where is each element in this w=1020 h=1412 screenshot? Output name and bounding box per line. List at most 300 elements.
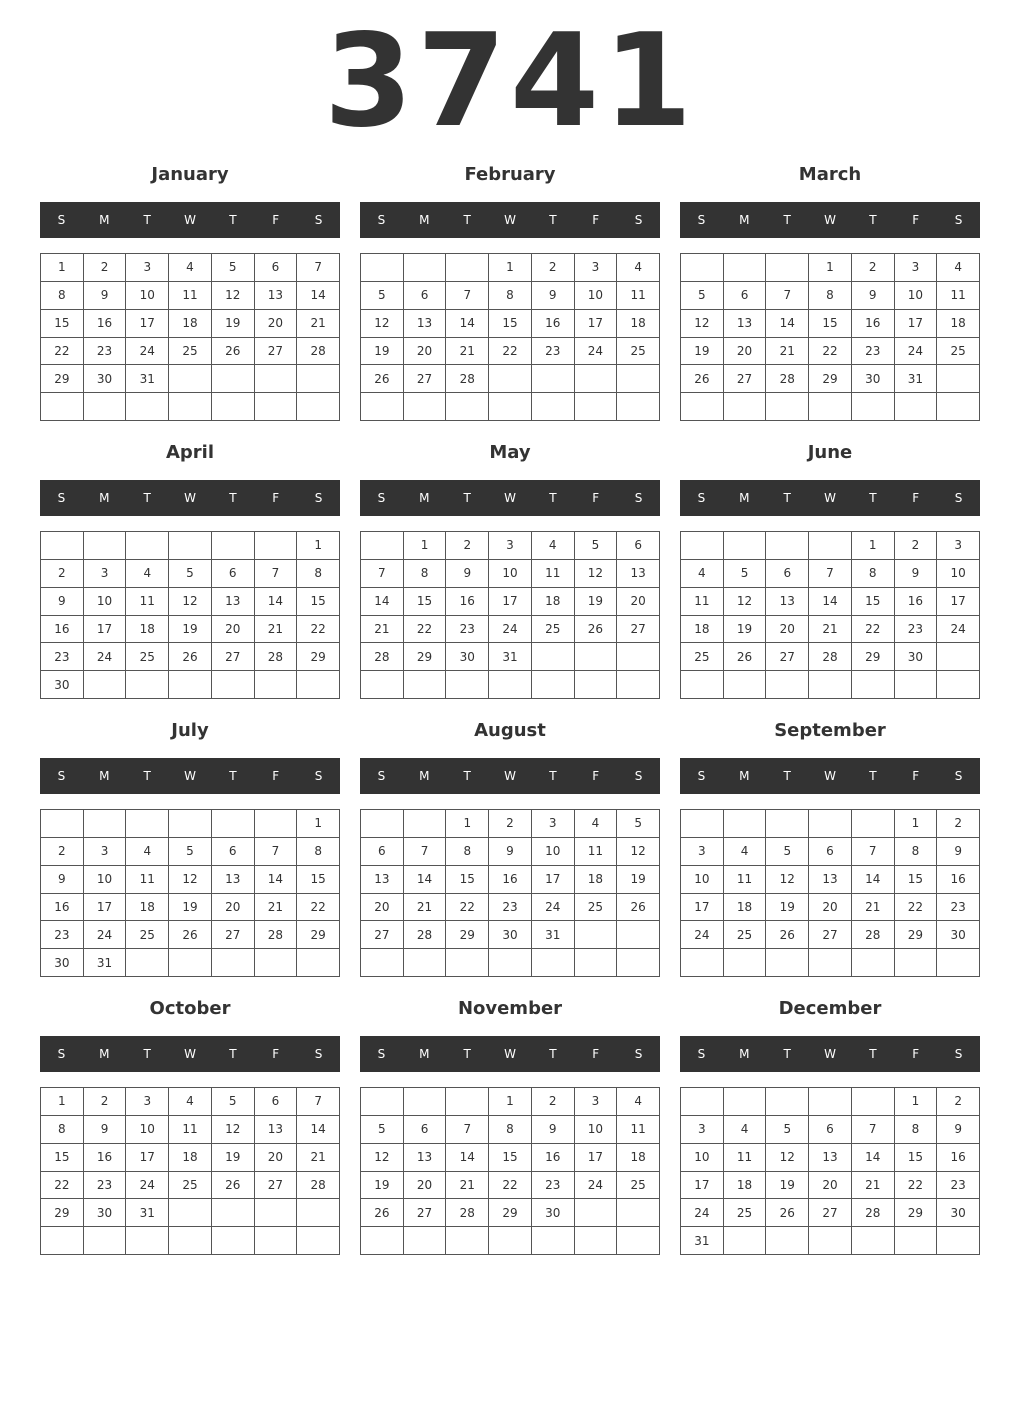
day-grid [360,531,660,699]
weekday-label: T [143,1047,151,1061]
empty-day-cell [297,1199,340,1227]
day-cell: 8 [489,1116,532,1144]
day-cell: 18 [169,310,212,338]
empty-day-cell [41,1227,84,1255]
empty-day-cell [766,671,809,699]
day-cell: 5 [575,532,618,560]
empty-day-cell [489,393,532,421]
weekday-label: M [739,213,750,227]
day-cell: 5 [361,1116,404,1144]
day-cell: 31 [84,949,127,977]
empty-day-cell [404,254,447,282]
day-cell: 11 [617,1116,660,1144]
day-cell: 18 [532,588,575,616]
day-cell: 5 [766,1116,809,1144]
weekday-label: F [592,213,600,227]
weekday-label: S [954,769,963,783]
day-cell: 14 [255,588,298,616]
day-grid [680,1087,980,1255]
day-cell: 7 [809,560,852,588]
day-cell: 15 [489,310,532,338]
weekday-label: M [419,769,430,783]
empty-day-cell [255,1199,298,1227]
empty-day-cell [937,1227,980,1255]
weekday-label: S [57,213,66,227]
day-cell: 31 [126,365,169,393]
weekday-header [680,480,980,516]
empty-day-cell [532,1227,575,1255]
weekday-header [40,480,340,516]
day-cell: 16 [41,616,84,644]
day-cell: 20 [809,1172,852,1200]
empty-day-cell [809,1088,852,1116]
day-cell: 15 [297,588,340,616]
day-cell: 1 [41,254,84,282]
day-cell: 7 [404,838,447,866]
month-name: August [474,720,546,741]
day-cell: 29 [446,921,489,949]
weekday-label: T [549,213,557,227]
weekday-label: S [634,1047,643,1061]
day-cell: 23 [532,338,575,366]
day-cell: 5 [212,254,255,282]
month-january [40,158,340,430]
day-cell: 23 [446,616,489,644]
day-cell: 28 [852,921,895,949]
day-cell: 25 [575,894,618,922]
day-cell: 5 [212,1088,255,1116]
day-cell: 16 [446,588,489,616]
day-cell: 21 [446,1172,489,1200]
weekday-label: T [549,1047,557,1061]
day-cell: 22 [41,338,84,366]
day-cell: 23 [852,338,895,366]
day-cell: 13 [724,310,767,338]
weekday-label: S [954,491,963,505]
month-name: March [798,164,862,185]
day-cell: 1 [446,810,489,838]
day-cell: 18 [575,866,618,894]
day-cell: 1 [489,1088,532,1116]
empty-day-cell [361,1088,404,1116]
day-cell: 8 [852,560,895,588]
day-cell: 8 [446,838,489,866]
day-cell: 10 [937,560,980,588]
empty-day-cell [297,393,340,421]
day-cell: 29 [404,643,447,671]
empty-day-cell [255,810,298,838]
day-cell: 16 [937,866,980,894]
day-cell: 19 [361,1172,404,1200]
empty-day-cell [852,1088,895,1116]
empty-day-cell [809,810,852,838]
empty-day-cell [404,949,447,977]
day-cell: 22 [41,1172,84,1200]
weekday-label: M [99,1047,110,1061]
day-cell: 21 [255,616,298,644]
empty-day-cell [937,671,980,699]
empty-day-cell [255,671,298,699]
day-cell: 22 [895,894,938,922]
empty-day-cell [255,1227,298,1255]
day-cell: 7 [852,1116,895,1144]
empty-day-cell [169,949,212,977]
day-cell: 27 [809,921,852,949]
day-cell: 27 [361,921,404,949]
day-cell: 20 [809,894,852,922]
day-cell: 29 [895,921,938,949]
empty-day-cell [575,949,618,977]
weekday-label: T [549,769,557,783]
day-cell: 19 [361,338,404,366]
day-cell: 26 [361,365,404,393]
day-cell: 26 [617,894,660,922]
empty-day-cell [361,949,404,977]
day-cell: 21 [852,1172,895,1200]
day-cell: 3 [575,254,618,282]
day-cell: 8 [297,838,340,866]
day-cell: 18 [126,616,169,644]
empty-day-cell [297,365,340,393]
day-cell: 17 [126,310,169,338]
day-cell: 10 [575,282,618,310]
day-cell: 9 [489,838,532,866]
day-cell: 24 [681,1199,724,1227]
day-cell: 7 [446,1116,489,1144]
day-cell: 30 [84,365,127,393]
weekday-label: F [912,491,920,505]
day-cell: 13 [809,866,852,894]
weekday-header [360,1036,660,1072]
day-cell: 25 [126,643,169,671]
day-cell: 6 [212,838,255,866]
day-cell: 19 [169,894,212,922]
weekday-label: T [783,491,791,505]
empty-day-cell [575,365,618,393]
day-cell: 29 [297,921,340,949]
day-cell: 8 [489,282,532,310]
empty-day-cell [212,810,255,838]
day-cell: 9 [852,282,895,310]
empty-day-cell [766,810,809,838]
month-october [40,992,340,1264]
weekday-label: T [143,213,151,227]
day-cell: 26 [212,338,255,366]
day-cell: 9 [41,866,84,894]
day-cell: 19 [169,616,212,644]
weekday-label: F [592,491,600,505]
empty-day-cell [852,949,895,977]
day-cell: 26 [361,1199,404,1227]
month-name: July [171,720,209,741]
empty-day-cell [404,810,447,838]
empty-day-cell [895,671,938,699]
day-cell: 31 [489,643,532,671]
day-cell: 27 [809,1199,852,1227]
day-cell: 1 [852,532,895,560]
day-cell: 11 [169,282,212,310]
day-cell: 28 [446,1199,489,1227]
day-cell: 13 [255,282,298,310]
day-cell: 24 [126,1172,169,1200]
day-cell: 21 [361,616,404,644]
day-cell: 13 [404,1144,447,1172]
day-cell: 4 [169,254,212,282]
weekday-header [680,758,980,794]
day-cell: 26 [766,1199,809,1227]
empty-day-cell [617,1227,660,1255]
empty-day-cell [446,393,489,421]
day-cell: 24 [681,921,724,949]
weekday-label: T [783,213,791,227]
day-cell: 5 [617,810,660,838]
weekday-label: M [739,491,750,505]
day-cell: 25 [617,1172,660,1200]
day-cell: 28 [809,643,852,671]
day-cell: 31 [681,1227,724,1255]
day-cell: 28 [255,921,298,949]
year-title: 3741 [323,7,697,156]
day-cell: 10 [489,560,532,588]
empty-day-cell [895,949,938,977]
day-cell: 15 [41,1144,84,1172]
day-cell: 14 [809,588,852,616]
weekday-label: W [824,769,836,783]
day-cell: 4 [724,1116,767,1144]
empty-day-cell [681,810,724,838]
day-cell: 17 [937,588,980,616]
day-cell: 16 [489,866,532,894]
day-grid [40,1087,340,1255]
weekday-label: T [869,491,877,505]
weekday-label: S [634,769,643,783]
day-cell: 27 [766,643,809,671]
day-cell: 2 [852,254,895,282]
weekday-label: W [824,1047,836,1061]
empty-day-cell [532,949,575,977]
day-cell: 29 [809,365,852,393]
day-cell: 11 [575,838,618,866]
day-cell: 1 [895,1088,938,1116]
weekday-label: T [143,491,151,505]
empty-day-cell [361,254,404,282]
empty-day-cell [575,1199,618,1227]
day-cell: 22 [297,616,340,644]
weekday-label: F [272,491,280,505]
empty-day-cell [446,949,489,977]
day-cell: 16 [532,1144,575,1172]
day-cell: 28 [297,338,340,366]
day-grid [40,531,340,699]
day-cell: 9 [84,1116,127,1144]
weekday-label: S [57,769,66,783]
day-cell: 23 [532,1172,575,1200]
weekday-label: S [57,491,66,505]
weekday-label: F [912,213,920,227]
month-name: January [151,164,229,185]
day-cell: 27 [255,1172,298,1200]
empty-day-cell [724,671,767,699]
day-cell: 22 [489,338,532,366]
empty-day-cell [681,254,724,282]
month-april [40,436,340,708]
empty-day-cell [404,393,447,421]
weekday-label: M [99,213,110,227]
weekday-label: W [184,213,196,227]
day-cell: 27 [404,1199,447,1227]
day-cell: 14 [446,1144,489,1172]
weekday-label: F [592,1047,600,1061]
empty-day-cell [255,949,298,977]
month-name: April [165,442,215,463]
day-cell: 12 [617,838,660,866]
day-cell: 23 [84,1172,127,1200]
day-cell: 28 [297,1172,340,1200]
day-cell: 9 [937,838,980,866]
day-cell: 28 [766,365,809,393]
day-cell: 17 [895,310,938,338]
weekday-label: T [229,213,237,227]
day-cell: 5 [681,282,724,310]
empty-day-cell [617,393,660,421]
day-cell: 12 [575,560,618,588]
weekday-label: S [57,1047,66,1061]
day-cell: 4 [681,560,724,588]
day-cell: 18 [724,894,767,922]
day-cell: 3 [681,1116,724,1144]
empty-day-cell [361,810,404,838]
empty-day-cell [724,393,767,421]
day-cell: 26 [681,365,724,393]
empty-day-cell [255,532,298,560]
day-cell: 9 [532,282,575,310]
day-cell: 15 [446,866,489,894]
empty-day-cell [126,532,169,560]
empty-day-cell [212,365,255,393]
empty-day-cell [937,365,980,393]
day-cell: 23 [895,616,938,644]
empty-day-cell [724,1227,767,1255]
weekday-label: F [592,769,600,783]
empty-day-cell [169,393,212,421]
day-cell: 11 [126,866,169,894]
empty-day-cell [212,949,255,977]
day-cell: 24 [489,616,532,644]
day-cell: 6 [809,838,852,866]
day-cell: 28 [446,365,489,393]
empty-day-cell [361,532,404,560]
weekday-label: T [869,1047,877,1061]
empty-day-cell [575,393,618,421]
day-cell: 23 [41,921,84,949]
empty-day-cell [809,949,852,977]
day-cell: 7 [852,838,895,866]
day-cell: 11 [126,588,169,616]
day-cell: 5 [169,560,212,588]
day-cell: 31 [532,921,575,949]
day-cell: 24 [575,1172,618,1200]
day-cell: 30 [84,1199,127,1227]
day-cell: 2 [41,838,84,866]
day-cell: 26 [169,643,212,671]
day-cell: 19 [766,1172,809,1200]
day-cell: 12 [766,866,809,894]
weekday-header [680,1036,980,1072]
weekday-label: S [377,213,386,227]
day-cell: 2 [84,254,127,282]
empty-day-cell [446,1088,489,1116]
day-cell: 1 [809,254,852,282]
day-cell: 21 [297,1144,340,1172]
empty-day-cell [575,671,618,699]
empty-day-cell [126,810,169,838]
day-cell: 20 [724,338,767,366]
day-cell: 26 [212,1172,255,1200]
empty-day-cell [126,949,169,977]
weekday-label: S [314,491,323,505]
weekday-label: T [463,213,471,227]
empty-day-cell [212,532,255,560]
day-cell: 14 [361,588,404,616]
day-cell: 19 [724,616,767,644]
day-cell: 9 [532,1116,575,1144]
day-grid [680,809,980,977]
day-cell: 24 [84,643,127,671]
day-cell: 4 [724,838,767,866]
day-cell: 6 [212,560,255,588]
day-cell: 25 [681,643,724,671]
day-cell: 28 [255,643,298,671]
day-cell: 12 [361,1144,404,1172]
day-cell: 31 [895,365,938,393]
day-cell: 11 [532,560,575,588]
day-cell: 6 [809,1116,852,1144]
day-cell: 18 [126,894,169,922]
day-cell: 3 [681,838,724,866]
day-cell: 2 [937,810,980,838]
day-cell: 3 [84,560,127,588]
day-cell: 5 [766,838,809,866]
empty-day-cell [809,532,852,560]
day-cell: 6 [617,532,660,560]
day-cell: 20 [766,616,809,644]
day-cell: 4 [126,838,169,866]
empty-day-cell [489,671,532,699]
day-cell: 2 [489,810,532,838]
day-cell: 18 [937,310,980,338]
day-cell: 30 [937,921,980,949]
day-cell: 6 [361,838,404,866]
weekday-label: S [634,213,643,227]
day-cell: 24 [575,338,618,366]
day-cell: 30 [852,365,895,393]
empty-day-cell [532,671,575,699]
empty-day-cell [681,949,724,977]
weekday-label: S [697,213,706,227]
day-cell: 12 [212,1116,255,1144]
empty-day-cell [724,810,767,838]
day-cell: 14 [297,1116,340,1144]
empty-day-cell [169,810,212,838]
day-cell: 14 [852,866,895,894]
weekday-label: M [419,213,430,227]
day-cell: 16 [937,1144,980,1172]
weekday-label: T [229,1047,237,1061]
empty-day-cell [84,671,127,699]
weekday-header [680,202,980,238]
day-cell: 6 [404,1116,447,1144]
weekday-label: W [504,213,516,227]
